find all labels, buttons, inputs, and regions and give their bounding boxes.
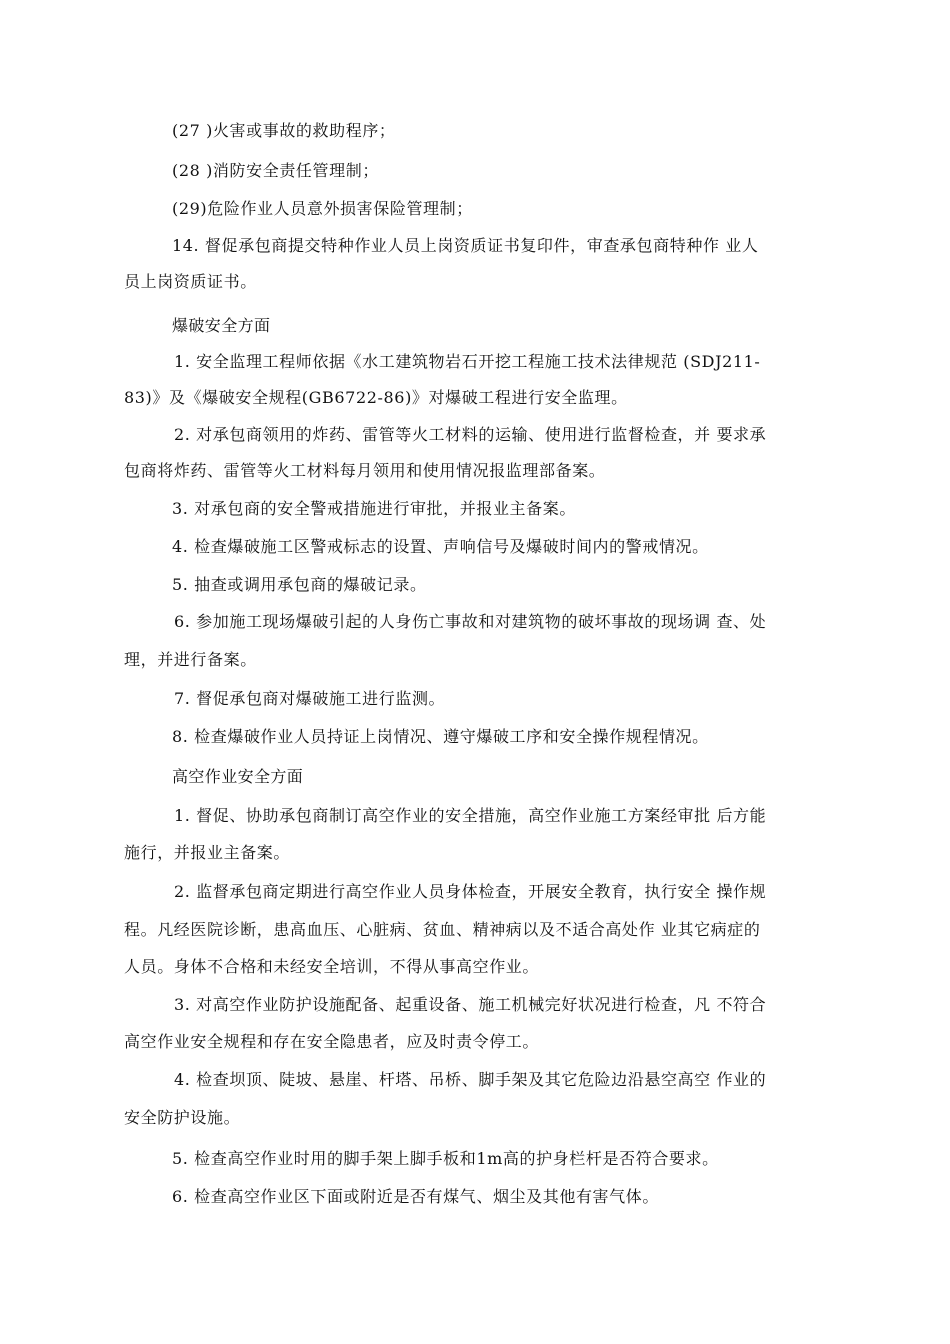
paragraph-14-line-2: 员上岗资质证书。 xyxy=(124,272,257,291)
blasting-item-8: 8. 检查爆破作业人员持证上岗情况、遵守爆破工序和安全操作规程情况。 xyxy=(172,727,709,746)
blasting-item-7: 7. 督促承包商对爆破施工进行监测。 xyxy=(174,689,446,708)
height-item-4-line-1: 4. 检查坝顶、陡坡、悬崖、杆塔、吊桥、脚手架及其它危险边沿悬空高空 作业的 xyxy=(174,1070,767,1089)
blasting-item-6-line-2: 理，并进行备案。 xyxy=(124,650,257,669)
height-item-5: 5. 检查高空作业时用的脚手架上脚手板和1m高的护身栏杆是否符合要求。 xyxy=(172,1149,719,1168)
height-item-6: 6. 检查高空作业区下面或附近是否有煤气、烟尘及其他有害气体。 xyxy=(172,1187,659,1206)
list-item-28: (28 )消防安全责任管理制； xyxy=(172,161,379,180)
height-item-2-line-3: 人员。身体不合格和未经安全培训，不得从事高空作业。 xyxy=(124,957,540,976)
height-item-3-line-2: 高空作业安全规程和存在安全隐患者，应及时责令停工。 xyxy=(124,1032,540,1051)
section-heading-high-altitude: 高空作业安全方面 xyxy=(172,767,304,786)
height-item-1-line-1: 1. 督促、协助承包商制订高空作业的安全措施，高空作业施工方案经审批 后方能 xyxy=(174,806,767,825)
height-item-2-line-1: 2. 监督承包商定期进行高空作业人员身体检查，开展安全教育，执行安全 操作规 xyxy=(174,882,767,901)
blasting-item-1-line-2: 83)》及《爆破安全规程(GB6722-86)》对爆破工程进行安全监理。 xyxy=(124,388,628,407)
list-item-27: (27 )火害或事故的救助程序； xyxy=(172,121,396,140)
height-item-1-line-2: 施行，并报业主备案。 xyxy=(124,843,291,862)
list-item-29: (29)危险作业人员意外损害保险管理制； xyxy=(172,199,473,218)
height-item-3-line-1: 3. 对高空作业防护设施配备、起重设备、施工机械完好状况进行检查，凡 不符合 xyxy=(174,995,767,1014)
blasting-item-6-line-1: 6. 参加施工现场爆破引起的人身伤亡事故和对建筑物的破坏事故的现场调 查、处 xyxy=(174,612,767,631)
height-item-2-line-2: 程。凡经医院诊断，患高血压、心脏病、贫血、精神病以及不适合高处作 业其它病症的 xyxy=(124,920,761,939)
blasting-item-2-line-1: 2. 对承包商领用的炸药、雷管等火工材料的运输、使用进行监督检查，并 要求承 xyxy=(174,425,767,444)
blasting-item-1-line-1: 1. 安全监理工程师依据《水工建筑物岩石开挖工程施工技术法律规范 (SDJ211- xyxy=(174,352,761,371)
blasting-item-2-line-2: 包商将炸药、雷管等火工材料每月领用和使用情况报监理部备案。 xyxy=(124,461,606,480)
blasting-item-4: 4. 检查爆破施工区警戒标志的设置、声响信号及爆破时间内的警戒情况。 xyxy=(172,537,709,556)
section-heading-blasting: 爆破安全方面 xyxy=(172,316,271,335)
paragraph-14-line-1: 14. 督促承包商提交特种作业人员上岗资质证书复印件，审查承包商特种作 业人 xyxy=(172,236,759,255)
blasting-item-3: 3. 对承包商的安全警戒措施进行审批，并报业主备案。 xyxy=(172,499,576,518)
height-item-4-line-2: 安全防护设施。 xyxy=(124,1108,241,1127)
blasting-item-5: 5. 抽查或调用承包商的爆破记录。 xyxy=(172,575,427,594)
